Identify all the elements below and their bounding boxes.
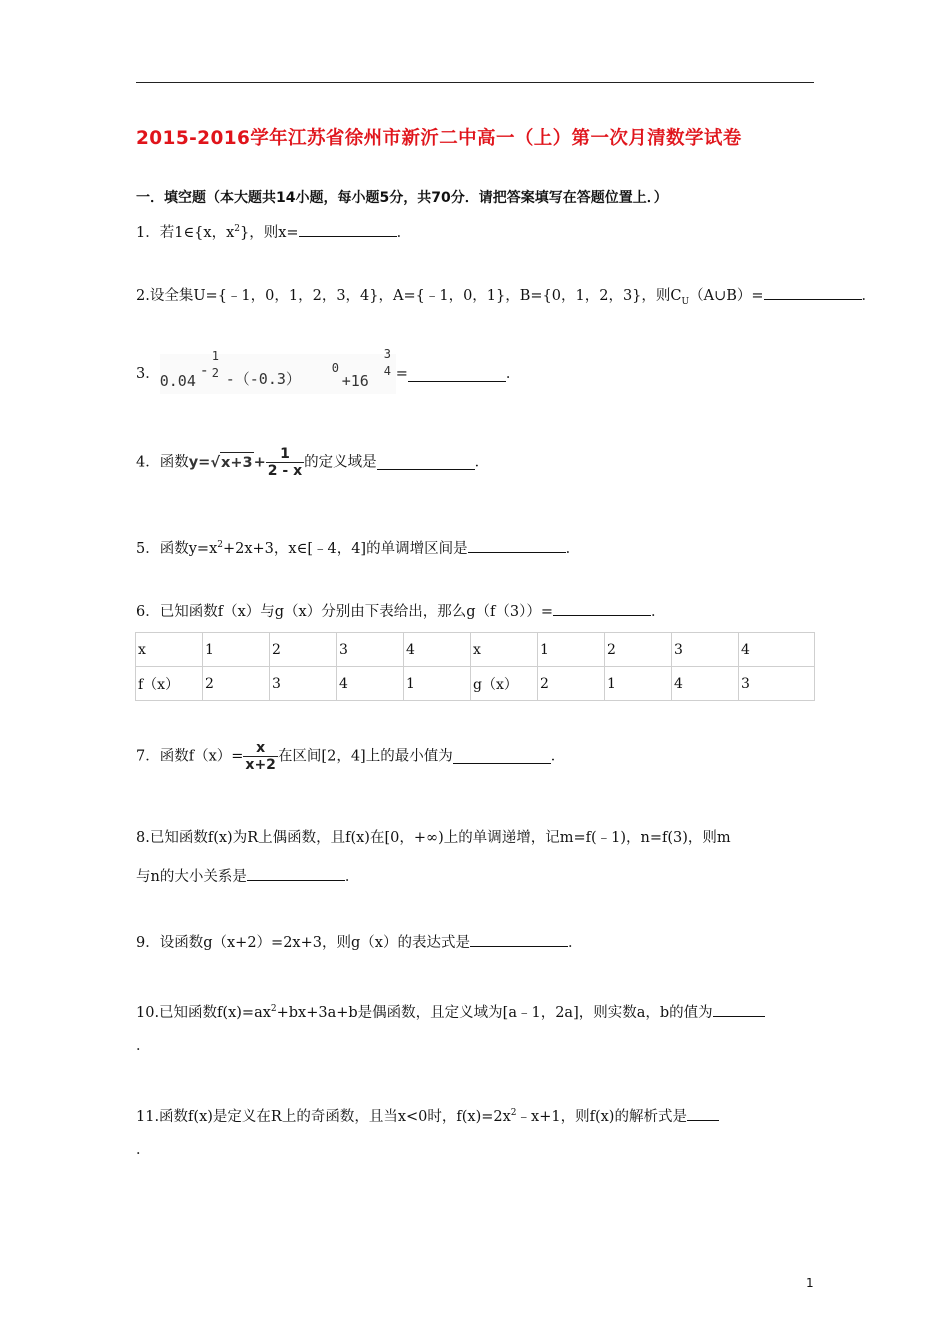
question-5: 5．函数$y=x^2+2x+3$，x∈[﹣4，4]的单调增区间是 ． bbox=[136, 535, 580, 559]
fraction: $\frac{x}{x+2}$ bbox=[245, 740, 276, 773]
answer-blank[interactable] bbox=[470, 932, 568, 947]
answer-blank[interactable] bbox=[553, 601, 651, 616]
answer-blank[interactable] bbox=[764, 285, 862, 300]
fraction: $\frac{1}{2 - x}$ bbox=[267, 446, 303, 479]
answer-blank[interactable] bbox=[468, 538, 566, 553]
answer-blank[interactable] bbox=[247, 866, 345, 881]
answer-blank[interactable] bbox=[687, 1106, 719, 1121]
question-1: 1．若1∈{x，$x^2$}，则x= ． bbox=[136, 219, 411, 243]
question-8: 8.已知函数f(x)为R上偶函数，且f(x)在[0，+∞)上的单调递增，记m=f(﹣1)，n=f(3)，则m bbox=[136, 830, 731, 846]
question-7: 7．函数f（x）= $\frac{x}{x+2}$ 在区间[2，4]上的最小值为 ． bbox=[136, 740, 566, 773]
table-row: x 1 2 3 4 x 1 2 3 4 bbox=[136, 633, 815, 667]
page-number: 1 bbox=[806, 1276, 814, 1290]
question-4: 4．函数y=√x+3+ $\frac{1}{2 - x}$ 的定义域是 ． bbox=[136, 446, 490, 479]
question-10-line-2: ． bbox=[136, 1038, 151, 1054]
header-rule bbox=[136, 82, 814, 83]
question-3: 3． 0.04 - 1 2 -（-0.3） 0 +16 3 4 = ． bbox=[136, 354, 520, 394]
question-2: 2.设全集U={﹣1，0，1，2，3，4}，A={﹣1，0，1}，B={0，1，2，3}，则$C_U(A\cup B)=$ ． bbox=[136, 285, 876, 312]
question-6: 6．已知函数f（x）与g（x）分别由下表给出，那么g（f（3））= ． bbox=[136, 601, 666, 622]
question-9: 9．设函数g（x+2）=2x+3，则g（x）的表达式是 ． bbox=[136, 932, 582, 953]
question-11: 11.函数f(x)是定义在R上的奇函数，且当x<0时，$f(x)=2x^2﹣x+1$，则f(x)的解析式是 bbox=[136, 1103, 719, 1127]
answer-blank[interactable] bbox=[713, 1002, 765, 1017]
answer-blank[interactable] bbox=[377, 455, 475, 470]
answer-blank[interactable] bbox=[299, 222, 397, 237]
answer-blank[interactable] bbox=[453, 749, 551, 764]
question-10: 10.已知函数$f(x)=ax^2+bx+3a+b$是偶函数，且定义域为[a﹣1，2a]，则实数a，b的值为 bbox=[136, 999, 765, 1023]
section-heading: 一．填空题（本大题共14小题，每小题5分，共70分．请把答案填写在答题位置上．） bbox=[136, 190, 668, 206]
paper-title: 2015-2016学年江苏省徐州市新沂二中高一（上）第一次月清数学试卷 bbox=[136, 128, 742, 149]
function-value-table bbox=[135, 632, 815, 701]
question-8-line-2: 与n的大小关系是 ． bbox=[136, 866, 359, 887]
table-row: f（x） 2 3 4 1 g（x） 2 1 4 3 bbox=[136, 667, 815, 701]
answer-blank[interactable] bbox=[408, 367, 506, 382]
question-11-line-2: ． bbox=[136, 1142, 151, 1158]
power-expression-image: 0.04 - 1 2 -（-0.3） 0 +16 3 4 bbox=[160, 354, 396, 394]
